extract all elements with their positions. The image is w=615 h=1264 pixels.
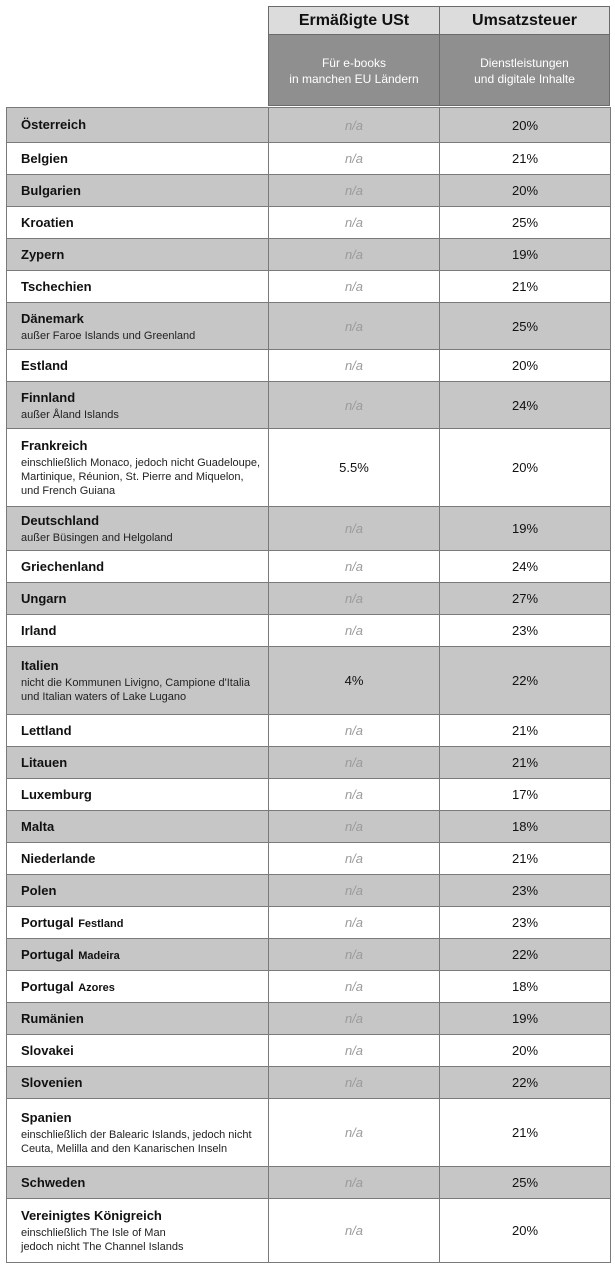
vat-rate-cell: 20% [440,108,611,143]
reduced-rate-cell: n/a [269,779,440,811]
reduced-rate-cell: n/a [269,1199,440,1263]
vat-rate-cell: 20% [440,1035,611,1067]
table-row [7,382,611,429]
country-region: Madeira [78,949,120,962]
reduced-rate-cell: n/a [269,239,440,271]
country-name: Malta [21,818,55,834]
table-row [7,971,611,1003]
reduced-rate-cell: n/a [269,715,440,747]
reduced-rate-cell: n/a [269,382,440,429]
country-note: einschließlich der Balearic Islands, jedoch nicht Ceuta, Melilla and den Kanarischen Inseln [21,1129,252,1155]
country-note: einschließlich Monaco, jedoch nicht Guadeloupe, Martinique, Réunion, St. Pierre and Miquelon, und French Guiana [21,457,261,497]
table-row [7,1003,611,1035]
country-name: Bulgarien [21,182,81,198]
vat-rate-cell: 19% [440,1003,611,1035]
country-name: Österreich [21,117,87,132]
country-cell [7,843,269,875]
country-name: Luxemburg [21,786,92,802]
reduced-rate-cell: n/a [269,271,440,303]
header-reduced-vat [268,6,440,106]
country-note: außer Faroe Islands und Greenland [21,329,196,342]
vat-rate-cell: 27% [440,583,611,615]
reduced-rate-cell: n/a [269,1167,440,1199]
vat-rate-cell: 24% [440,551,611,583]
country-cell [7,1035,269,1067]
country-name: Frankreich [21,438,88,453]
country-name: Portugal [21,946,74,962]
country-cell [7,1067,269,1099]
vat-rates-table [6,107,611,1263]
country-name: Portugal [21,914,74,930]
vat-rate-cell: 22% [440,647,611,715]
vat-rate-cell: 21% [440,271,611,303]
table-row [7,350,611,382]
table-row [7,779,611,811]
table-row [7,271,611,303]
country-cell [7,350,269,382]
vat-rate-cell: 25% [440,1167,611,1199]
country-cell [7,779,269,811]
country-name: Spanien [21,1110,72,1125]
country-note: außer Büsingen and Helgoland [21,532,173,544]
reduced-rate-cell: n/a [269,615,440,647]
table-row [7,1067,611,1099]
reduced-rate-cell: n/a [269,1003,440,1035]
country-cell [7,647,269,715]
country-name: Belgien [21,150,68,166]
country-name: Estland [21,357,68,373]
country-cell [7,615,269,647]
country-name: Griechenland [21,558,105,574]
reduced-rate-cell: n/a [269,551,440,583]
reduced-rate-cell: n/a [269,875,440,907]
vat-rate-cell: 18% [440,811,611,843]
country-name: Irland [21,622,57,638]
country-cell [7,907,269,939]
country-cell [7,583,269,615]
vat-rate-cell: 20% [440,350,611,382]
table-row [7,647,611,715]
reduced-rate-cell: n/a [269,583,440,615]
table-row [7,303,611,350]
header-reduced-title: Ermäßigte USt [269,7,439,35]
country-name: Dänemark [21,310,84,326]
reduced-rate-cell: n/a [269,1099,440,1167]
table-row [7,615,611,647]
country-cell [7,551,269,583]
table-row [7,875,611,907]
vat-rate-cell: 19% [440,507,611,551]
vat-rate-cell: 25% [440,207,611,239]
reduced-rate-cell: n/a [269,143,440,175]
country-name: Polen [21,882,57,898]
reduced-rate-cell: n/a [269,843,440,875]
country-cell [7,207,269,239]
country-name: Finnland [21,389,76,405]
country-cell [7,747,269,779]
table-row [7,1199,611,1263]
reduced-rate-cell: n/a [269,207,440,239]
country-cell [7,1199,269,1263]
country-name: Italien [21,658,59,673]
table-row [7,507,611,551]
country-cell [7,175,269,207]
vat-rate-cell: 21% [440,747,611,779]
vat-rate-cell: 22% [440,939,611,971]
reduced-rate-cell: n/a [269,971,440,1003]
country-name: Vereinigtes Königreich [21,1208,162,1223]
table-row [7,1035,611,1067]
reduced-rate-cell: n/a [269,1067,440,1099]
table-row [7,907,611,939]
table-row [7,239,611,271]
reduced-rate-cell: n/a [269,939,440,971]
country-cell [7,811,269,843]
country-cell [7,715,269,747]
country-cell [7,271,269,303]
country-name: Schweden [21,1174,86,1190]
vat-rate-cell: 21% [440,1099,611,1167]
table-row [7,1167,611,1199]
reduced-rate-cell: n/a [269,108,440,143]
vat-rate-cell: 24% [440,382,611,429]
country-region: Festland [78,917,124,930]
vat-rate-cell: 23% [440,907,611,939]
vat-rate-cell: 17% [440,779,611,811]
vat-rate-cell: 20% [440,429,611,507]
table-row [7,143,611,175]
country-cell [7,507,269,551]
table-row [7,715,611,747]
table-row [7,583,611,615]
vat-rate-cell: 18% [440,971,611,1003]
reduced-rate-cell: n/a [269,1035,440,1067]
vat-rate-cell: 20% [440,1199,611,1263]
country-name: Niederlande [21,850,96,866]
table-row [7,843,611,875]
table-row [7,429,611,507]
country-cell [7,108,269,143]
table-row [7,207,611,239]
country-note: außer Åland Islands [21,408,119,421]
reduced-rate-cell: 5.5% [269,429,440,507]
reduced-rate-cell: n/a [269,175,440,207]
vat-rate-cell: 23% [440,875,611,907]
country-cell [7,971,269,1003]
reduced-rate-cell: n/a [269,350,440,382]
vat-rate-cell: 23% [440,615,611,647]
country-cell [7,1167,269,1199]
vat-rate-cell: 21% [440,143,611,175]
country-name: Deutschland [21,513,100,528]
country-region: Azores [78,981,115,994]
country-cell [7,303,269,350]
country-note: einschließlich The Isle of Man jedoch nicht The Channel Islands [21,1227,184,1253]
country-cell [7,1099,269,1167]
vat-rate-cell: 25% [440,303,611,350]
country-cell [7,1003,269,1035]
table-row [7,747,611,779]
country-cell [7,939,269,971]
header-reduced-subtitle: Für e-books in manchen EU Ländern [289,56,419,86]
vat-rate-cell: 20% [440,175,611,207]
vat-rate-cell: 21% [440,843,611,875]
country-cell [7,143,269,175]
country-name: Portugal [21,978,74,994]
vat-rate-cell: 22% [440,1067,611,1099]
country-name: Zypern [21,246,65,262]
table-row [7,811,611,843]
reduced-rate-cell: n/a [269,303,440,350]
table-row [7,108,611,143]
country-name: Tschechien [21,278,92,294]
vat-rate-cell: 19% [440,239,611,271]
reduced-rate-cell: n/a [269,907,440,939]
country-note: nicht die Kommunen Livigno, Campione d'Italia und Italian waters of Lake Lugano [21,677,250,703]
country-name: Kroatien [21,214,74,230]
reduced-rate-cell: n/a [269,811,440,843]
reduced-rate-cell: 4% [269,647,440,715]
country-name: Slovenien [21,1074,83,1090]
country-name: Slovakei [21,1042,74,1058]
country-cell [7,382,269,429]
reduced-rate-cell: n/a [269,747,440,779]
table-row [7,939,611,971]
country-name: Lettland [21,722,72,738]
country-name: Rumänien [21,1010,84,1026]
header-standard-title: Umsatzsteuer [440,7,609,35]
country-name: Ungarn [21,590,67,606]
table-row [7,551,611,583]
country-cell [7,875,269,907]
header-standard-vat [439,6,610,106]
country-cell [7,239,269,271]
table-row [7,175,611,207]
table-row [7,1099,611,1167]
country-name: Litauen [21,754,68,770]
vat-rate-cell: 21% [440,715,611,747]
reduced-rate-cell: n/a [269,507,440,551]
country-cell [7,429,269,507]
header-standard-subtitle: Dienstleistungen und digitale Inhalte [474,56,575,86]
